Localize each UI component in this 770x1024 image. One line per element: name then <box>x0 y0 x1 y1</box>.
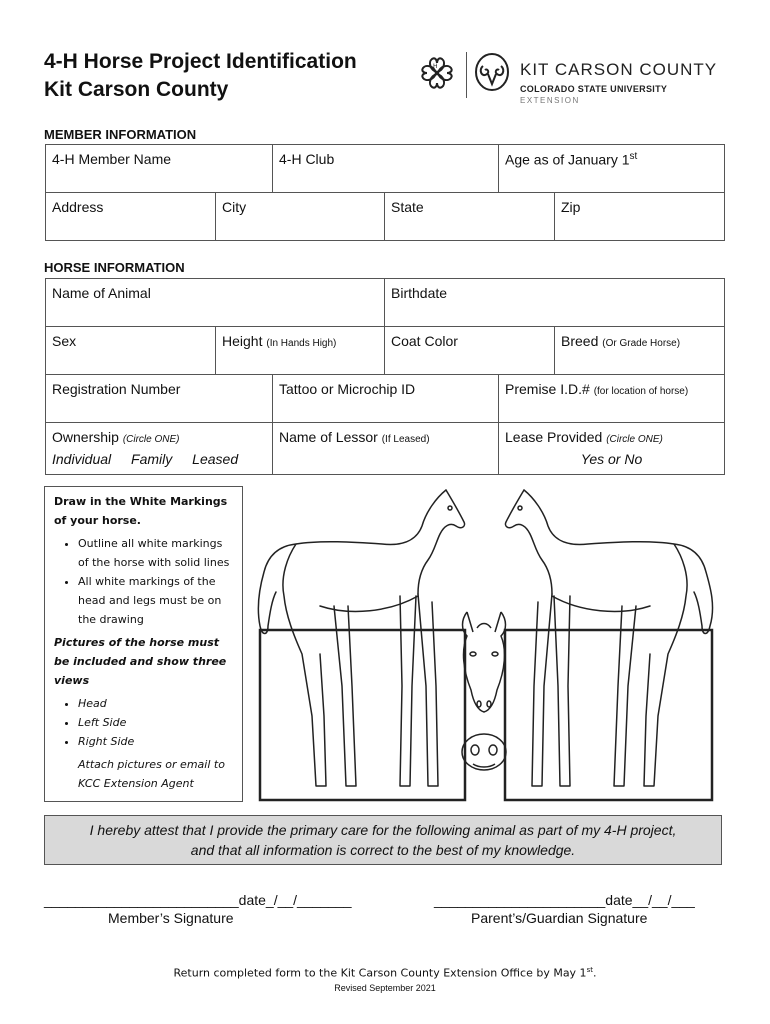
logo-divider <box>466 52 467 98</box>
coat-color-label: Coat Color <box>391 333 458 349</box>
premise-label: Premise I.D.# <box>505 381 590 397</box>
breed-field[interactable] <box>555 327 725 375</box>
logo-county-text: KIT CARSON COUNTY <box>520 60 718 79</box>
revision-note: Revised September 2021 <box>334 983 436 993</box>
lessor-note: (If Leased) <box>381 434 430 445</box>
logo-university-text: COLORADO STATE UNIVERSITY <box>520 84 668 94</box>
ownership-option-family[interactable]: Family <box>131 451 173 467</box>
pictures-heading: Pictures of the horse must be included and show three views <box>54 636 227 687</box>
member-name-field[interactable] <box>46 145 273 193</box>
view-item-head: • Head <box>78 694 233 713</box>
parent-signature-line[interactable]: ______________________date__/__/___ <box>434 892 695 908</box>
svg-text:H: H <box>433 63 438 70</box>
birthdate-label: Birthdate <box>391 285 448 301</box>
lease-provided-field[interactable] <box>499 423 725 475</box>
age-superscript: st <box>629 151 638 162</box>
premise-note: (for location of horse) <box>593 386 689 397</box>
attestation-line-2: and that all information is correct to the best of my knowledge. <box>190 842 576 858</box>
birthdate-field[interactable] <box>385 279 725 327</box>
breed-label: Breed <box>561 333 599 349</box>
return-superscript: st <box>586 966 593 974</box>
ownership-label: Ownership <box>52 429 119 445</box>
ownership-field[interactable] <box>46 423 273 475</box>
club-field[interactable] <box>273 145 499 193</box>
registration-field[interactable] <box>46 375 273 423</box>
age-field[interactable] <box>499 145 725 193</box>
sex-label: Sex <box>52 333 77 349</box>
zip-field[interactable] <box>555 193 725 241</box>
member-name-label: 4-H Member Name <box>52 151 172 167</box>
lease-note: (Circle ONE) <box>606 434 663 445</box>
tattoo-label: Tattoo or Microchip ID <box>279 381 416 397</box>
return-end: . <box>592 966 597 980</box>
attestation-box <box>44 815 722 865</box>
ownership-note: (Circle ONE) <box>122 434 180 445</box>
coat-color-field[interactable] <box>385 327 555 375</box>
state-field[interactable] <box>385 193 555 241</box>
view-item-right-side: • Right Side <box>78 732 233 751</box>
return-instructions <box>0 966 770 980</box>
lease-yes-no[interactable]: Yes or No <box>580 451 643 467</box>
member-section-heading: MEMBER INFORMATION <box>44 127 197 142</box>
lease-provided-label: Lease Provided <box>505 429 603 445</box>
registration-label: Registration Number <box>52 381 181 397</box>
height-label: Height <box>222 333 263 349</box>
instructions-list <box>54 534 233 629</box>
views-list <box>54 694 233 751</box>
city-label: City <box>222 199 247 215</box>
logo-block <box>416 52 726 106</box>
age-label: Age as of January 1 <box>505 151 630 168</box>
horse-section-heading: HORSE INFORMATION <box>44 260 185 275</box>
instructions-heading: Draw in the White Markings of your horse. <box>54 495 228 527</box>
instruction-item: • Outline all white markings of the horse with solid lines <box>78 534 233 572</box>
view-item-left-side: • Left Side <box>78 713 233 732</box>
tattoo-field[interactable] <box>273 375 499 423</box>
city-field[interactable] <box>216 193 385 241</box>
member-signature-label: Member’s Signature <box>108 910 234 926</box>
ownership-option-leased[interactable]: Leased <box>192 451 239 467</box>
height-field[interactable] <box>216 327 385 375</box>
return-text: Return completed form to the Kit Carson County Extension Office by May 1 <box>173 966 587 980</box>
horse-left-side-drawing[interactable] <box>250 486 470 802</box>
sex-field[interactable] <box>46 327 216 375</box>
height-note: (In Hands High) <box>266 338 337 349</box>
animal-name-label: Name of Animal <box>52 285 151 301</box>
animal-name-field[interactable] <box>46 279 385 327</box>
instructions-box <box>44 486 243 802</box>
member-info-table <box>45 144 725 241</box>
horse-right-side-drawing[interactable] <box>490 486 720 802</box>
horse-info-table <box>45 278 725 475</box>
ownership-option-individual[interactable]: Individual <box>52 451 112 467</box>
lessor-label: Name of Lessor <box>279 429 378 445</box>
title-line-2: Kit Carson County <box>44 78 229 101</box>
address-label: Address <box>52 199 104 215</box>
title-line-1: 4-H Horse Project Identification <box>44 50 357 73</box>
page-title <box>44 48 357 104</box>
attestation-line-1: I hereby attest that I provide the primary care for the following animal as part of my 4-H project, <box>89 822 677 838</box>
attach-note: Attach pictures or email to KCC Extension Agent <box>78 758 225 790</box>
premise-field[interactable] <box>499 375 725 423</box>
member-signature-line[interactable]: _________________________date_/__/_______ <box>44 892 352 908</box>
breed-note: (Or Grade Horse) <box>602 338 681 349</box>
zip-label: Zip <box>561 199 581 215</box>
parent-signature-label: Parent’s/Guardian Signature <box>471 910 648 926</box>
lessor-field[interactable] <box>273 423 499 475</box>
clover-logo-icon <box>416 52 458 94</box>
logo-extension-text: EXTENSION <box>520 96 580 105</box>
ram-logo-icon <box>474 52 510 92</box>
address-field[interactable] <box>46 193 216 241</box>
state-label: State <box>391 199 424 215</box>
instruction-item: • All white markings of the head and legs must be on the drawing <box>78 572 233 629</box>
club-label: 4-H Club <box>279 151 335 167</box>
